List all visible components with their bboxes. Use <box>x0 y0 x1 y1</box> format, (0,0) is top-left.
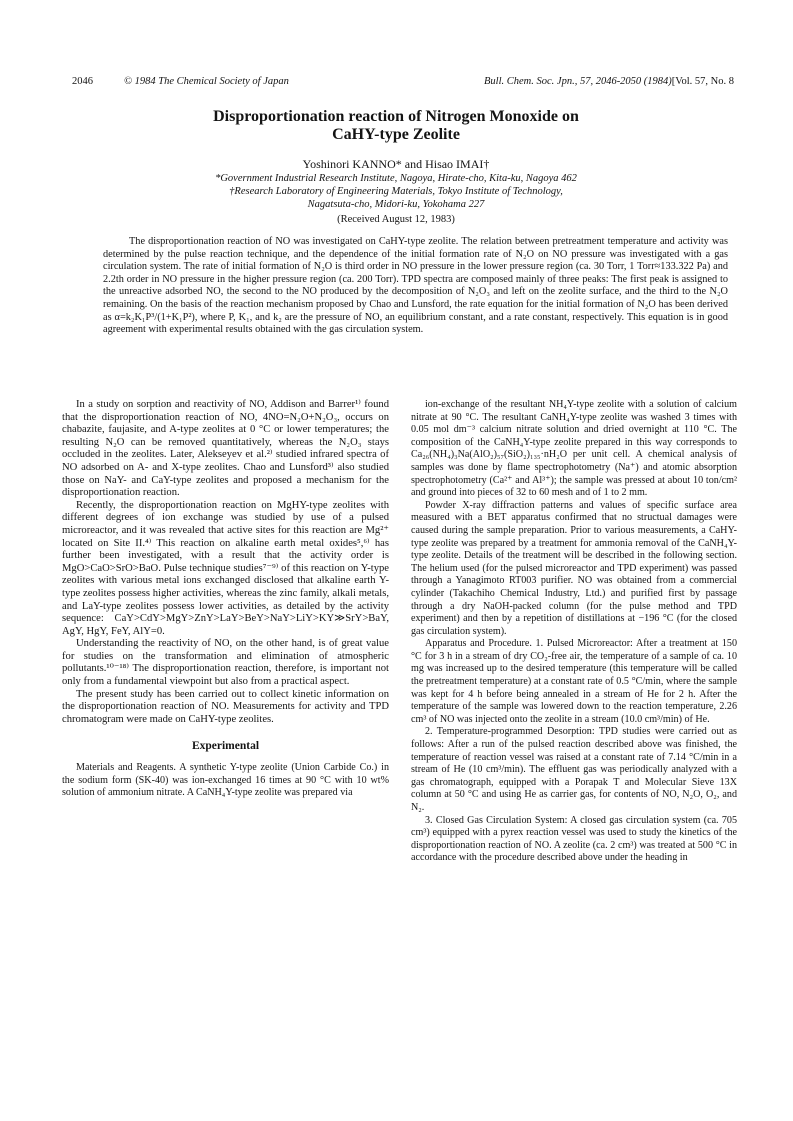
volume-issue: [Vol. 57, No. 8 <box>671 76 734 87</box>
body-paragraph: Powder X-ray diffraction patterns and values of specific surface area measured with a BET apparatus confirmed that no structual damages were caused during the sample preparation. Prior to various measurements, a CaHY-type zeolite was prepared by a treatment for ammonia removal of the CaNH₄Y-type zeolite. Details of the treatment will be described in the following section. The helium used (for the pulsed microreactor and TPD experiment) was passed through a Yanagimoto RT003 purifier. NO was obtained from a commercial cylinder (Takachiho Chemical Industry, Ltd.) and purified first by passage through a dry NaOH-packed column (for the pulse method and TPD experiment) and then by a repetition of distillations at −196 °C (for the closed gas circulation system). <box>411 499 737 637</box>
body-paragraph: 2. Temperature-programmed Desorption: TPD studies were carried out as follows: After a run of the pulsed reaction described above was finished, the temperature of reaction vessel was raised at a constant rate of 7.14 °C/min in a stream of He (10 cm³/min). The effluent gas was periodically analyzed with a gas chromatograph, equipped with a Porapak T and Molecular Sieve 13X column at 50 °C and using He as carrier gas, for contents of NO, N₂O, O₂, and N₂. <box>411 726 737 813</box>
page-number: 2046 <box>72 76 93 87</box>
body-paragraph: The present study has been carried out to collect kinetic information on the disproportionation reaction of NO. Measurements for activity and TPD chromatogram were made on CaHY-type zeolites. <box>62 688 389 725</box>
left-column <box>62 399 389 800</box>
affiliation-2: †Research Laboratory of Engineering Materials, Tokyo Institute of Technology, <box>229 186 563 197</box>
abstract: The disproportionation reaction of NO was investigated on CaHY-type zeolite. The relation between pretreatment temperature and activity was determined by the pulse reaction technique, and the dependence of the initial formation rate of N₂O on NO pressure was investigated with a gas circulation system. The rate of initial formation of N₂O is third order in NO pressure in the lower pressure region (ca. 30 Torr, 1 Torr≈133.322 Pa) and 2.2th order in NO pressure in the higher pressure region (ca. 200 Torr). TPD spectra are composed mainly of three peaks: The first peak is assigned to the unreactive adsorbed NO, the second to the NO produced by the decomposition of N₂O₃ and left on the zeolite surface, and the third to the N₂O remaining. On the basis of the reaction mechanism proposed by Chao and Lunsford, the rate equation for the initial formation of N₂O has been derived as α=k₂K₁P³/(1+K₁P²), where P, K₁, and k₂ are the pressure of NO, an equilibrium constant, and a rate constant, respectively. This equation is in good agreement with experimental results obtained with the gas circulation system. <box>103 236 728 336</box>
body-paragraph: ion-exchange of the resultant NH₄Y-type zeolite with a solution of calcium nitrate at 90 °C. The resultant CaNH₄Y-type zeolite was washed 3 times with 0.05 mol dm⁻³ calcium nitrate solution and dried overnight at 110 °C. The composition of the CaNH₄Y-type zeolite prepared in this way corresponds to Ca₂₆(NH₄)₃Na(AlO₂)₅₇(SiO₂)₁₃₅·nH₂O per unit cell. A chemical analysis of samples was done by flame spectrophotometry (Na⁺) and atomic absorption spectrophotometry (Ca²⁺ and Al³⁺); the sample was pressed at about 10 ton/cm² and ground into pieces of 32 to 60 mesh and of 1 to 2 mm. <box>411 399 737 499</box>
title-line-1: Disproportionation reaction of Nitrogen Monoxide on <box>213 108 579 125</box>
affiliations <box>90 172 702 211</box>
body-paragraph: Materials and Reagents. A synthetic Y-type zeolite (Union Carbide Co.) in the sodium form (SK-40) was ion-exchanged 16 times at 90 °C with 10 wt% solution of ammonium nitrate. A CaNH₄Y-type zeolite was prepared via <box>62 762 389 799</box>
section-heading-experimental: Experimental <box>191 740 260 753</box>
copyright-line: © 1984 The Chemical Society of Japan <box>124 76 289 87</box>
body-paragraph: In a study on sorption and reactivity of NO, Addison and Barrer¹⁾ found that the disproportionation reaction of NO, 4NO=N₂O+N₂O₃, occurs on chabazite, faujasite, and A-type zeolites at 0 °C or lower temperatures; the resulting N₂O can be removed quantitatively, whereas the N₂O₃ stays occluded in the zeolites. Later, Alekseyev et al.²⁾ studied infrared spectra of NO adsorbed on A- and X-type zeolites. Chao and Lunsford³⁾ also studied those on NaY- and CaY-type zeolites and proposed a mechanism for the disproportionation reaction. <box>62 399 389 499</box>
running-header <box>72 75 734 89</box>
received-date: (Received August 12, 1983) <box>337 214 455 225</box>
affiliation-3: Nagatsuta-cho, Midori-ku, Yokohama 227 <box>307 199 485 210</box>
paper-title <box>90 107 702 143</box>
body-paragraph: 3. Closed Gas Circulation System: A closed gas circulation system (ca. 705 cm³) equipped with a pyrex reaction vessel was used to study the kinetics of the disproportionation reaction of NO. A zeolite (ca. 2 cm³) was treated at 500 °C in accordance with the procedure described above under the heading in <box>411 814 737 864</box>
body-paragraph: Recently, the disproportionation reaction on MgHY-type zeolites with different degrees of ion exchange was studied by use of a pulsed microreactor, and it was revealed that active sites for this reaction are Mg²⁺ located on Site II.⁴⁾ This reaction on alkaline earth metal oxides⁵,⁶⁾ has further been investigated, with a result that the activity order is MgO>CaO>SrO>BaO. Pulse technique studies⁷⁻⁹⁾ of this reaction on Y-type zeolites with various metal ions exchanged disclosed that alkaline earth Y-type zeolites possess higher activities, whereas the zinc family, alkali metals, and LaY-type zeolites possess lower activities, as detailed by the activity sequence: CaY>CdY>MgY>ZnY>LaY>BeY>NaY>LiY>KY≫SrY>BaY, AgY, HgY, FeY, AlY=0. <box>62 499 389 637</box>
affiliation-1: *Government Industrial Research Institute, Nagoya, Hirate-cho, Kita-ku, Nagoya 462 <box>215 173 577 184</box>
right-column <box>411 399 737 865</box>
journal-citation: Bull. Chem. Soc. Jpn., 57, 2046-2050 (1984) <box>484 76 672 87</box>
body-paragraph: Understanding the reactivity of NO, on the other hand, is of great value for studies on the transformation and elimination of atmospheric pollutants.¹⁰⁻¹⁸⁾ The disproportionation reaction, therefore, is important not only from a fundamental viewpoint but also from a practical aspect. <box>62 638 389 688</box>
author-list: Yoshinori KANNO* and Hisao IMAI† <box>302 157 490 171</box>
title-line-2: CaHY-type Zeolite <box>332 126 460 143</box>
body-paragraph: Apparatus and Procedure. 1. Pulsed Microreactor: After a treatment at 150 °C for 3 h in a stream of dry CO₂-free air, the temperature of a sample of ca. 10 mg was increased up to the desired temperature (this temperature will be called the pretreatment temperature) at a constant rate of 0.5 °C/min, where the sample was kept for 4 h before being annealed in a stream of He for 2 h. After the temperature of the sample was lowered down to the reaction temperature, 2.26 cm³ of NO was injected onto the zeolite in a stream (10.0 cm³/min) of He. <box>411 638 737 725</box>
